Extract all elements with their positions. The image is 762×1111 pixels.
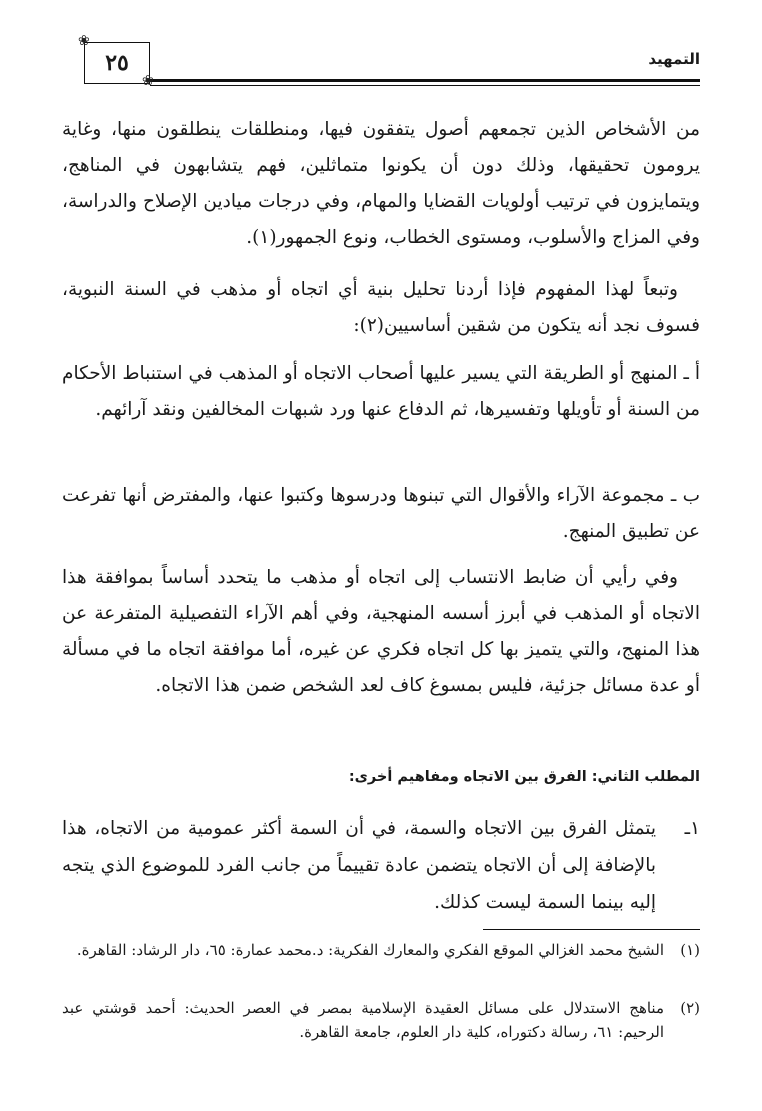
- list-item-number: ١ـ: [684, 818, 700, 839]
- footnote-number: (١): [680, 941, 700, 959]
- footnote-text: مناهج الاستدلال على مسائل العقيدة الإسلامية بمصر في العصر الحديث: أحمد قوشتي عبد الرحيم: ٦١، رسالة دكتوراه، كلية دار العلوم، جامعة القاهرة.: [62, 999, 664, 1041]
- paragraph-text: من الأشخاص الذين تجمعهم أصول يتفقون فيها، ومنطلقات ينطلقون منها، وغاية يرومون تحقيقها، وذلك دون أن يكونوا متماثلين، فهم يتشابهون في المناهج، ويتمايزون في ترتيب أولويات القضايا والمهام، وفي درجات ميادين الإصلاح والدراسة، وفي المزاج والأسلوب، ومستوى الخطاب، ونوع الجمهور(١).: [62, 119, 700, 248]
- paragraph: [62, 560, 700, 704]
- paragraph-text: وفي رأيي أن ضابط الانتساب إلى اتجاه أو مذهب ما يتحدد أساساً بموافقة هذا الاتجاه أو المذهب في أبرز أسسه المنهجية، وفي أهم الآراء التفصيلية المتفرعة عن هذا المنهج، والتي يتميز بها كل اتجاه فكري عن غيره، أما موافقة اتجاه ما في مسألة أو عدة مسائل جزئية، فليس بمسوغ كاف لعد الشخص ضمن هذا الاتجاه.: [62, 567, 700, 696]
- paragraph: [62, 272, 700, 344]
- list-item-text: يتمثل الفرق بين الاتجاه والسمة، في أن السمة أكثر عمومية من الاتجاه، هذا بالإضافة إلى أن الاتجاه يتضمن عادة تقييماً من جانب الفرد للموضوع الذي يتجه إليه بينما السمة ليست كذلك.: [62, 818, 656, 913]
- paragraph-text: ب ـ مجموعة الآراء والأقوال التي تبنوها ودرسوها وكتبوا عنها، والمفترض أنها تفرعت عن تطبيق المنهج.: [62, 485, 700, 542]
- page-number: ٢٥: [105, 50, 129, 76]
- corner-ornament-icon: ❀: [142, 73, 154, 89]
- header-rule-thin: [150, 85, 700, 86]
- header-rule-thick: [150, 79, 700, 82]
- page-number-box: [84, 42, 150, 84]
- paragraph: [62, 478, 700, 550]
- footnote-number: (٢): [680, 999, 700, 1017]
- paragraph: [62, 356, 700, 428]
- paragraph-text: وتبعاً لهذا المفهوم فإذا أردنا تحليل بنية أي اتجاه أو مذهب في السنة النبوية، فسوف نجد أنه يتكون من شقين أساسيين(٢):: [62, 279, 700, 336]
- running-header-title: التمهيد: [648, 50, 700, 68]
- footnote: [62, 996, 700, 1044]
- section-heading: المطلب الثاني: الفرق بين الاتجاه ومفاهيم أخرى:: [348, 769, 700, 785]
- paragraph-text: أ ـ المنهج أو الطريقة التي يسير عليها أصحاب الاتجاه أو المذهب في استنباط الأحكام من السنة أو تأويلها وتفسيرها، ثم الدفاع عنها ورد شبهات المخالفين ونقد آرائهم.: [62, 363, 700, 420]
- footnote: [62, 938, 700, 962]
- footnote-text: الشيخ محمد الغزالي الموقع الفكري والمعارك الفكرية: د.محمد عمارة: ٦٥، دار الرشاد: القاهرة.: [76, 941, 664, 959]
- corner-ornament-icon: ❀: [78, 33, 90, 49]
- footnote-separator: [483, 929, 700, 930]
- paragraph: [62, 112, 700, 256]
- list-item: [62, 810, 700, 921]
